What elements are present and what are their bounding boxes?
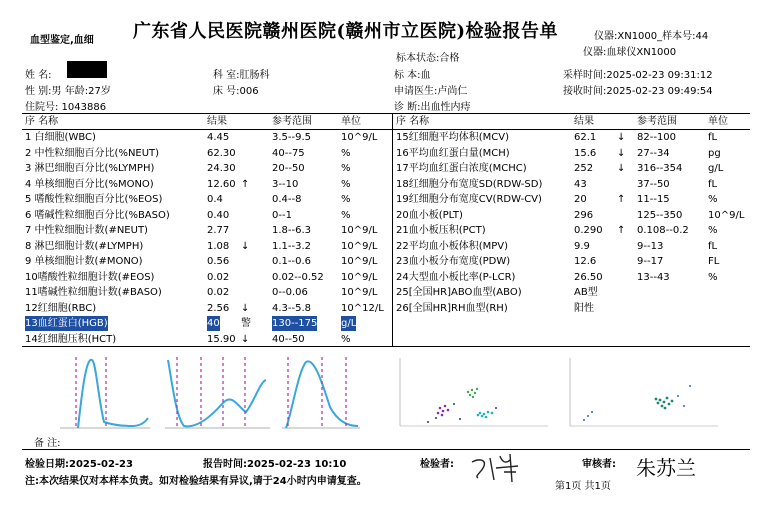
- patient-name-label: 姓 名:: [25, 70, 52, 81]
- row-unit: %: [341, 209, 351, 221]
- row-unit: %: [341, 163, 351, 174]
- row-result: 2.77: [207, 225, 230, 236]
- row-unit: pg: [708, 147, 721, 159]
- row-name: 3 淋巴细胞百分比(%LYMPH): [25, 163, 155, 174]
- row-result: 43: [574, 178, 587, 190]
- row-range: 82--100: [637, 132, 677, 143]
- row-result: 0.290: [574, 225, 603, 236]
- row-range: 3.5--9.5: [272, 132, 312, 143]
- row-range: 0.108--0.2: [637, 225, 689, 236]
- row-name: 13血红蛋白(HGB): [25, 318, 108, 329]
- row-name: 2 中性粒细胞百分比(%NEUT): [25, 147, 160, 159]
- row-name: 6 嗜碱性粒细胞百分比(%BASO): [25, 209, 170, 221]
- row-range: 0.4--8: [272, 194, 302, 205]
- row-range: 9--13: [637, 240, 664, 252]
- row-unit: 10^9/L: [341, 271, 378, 283]
- row-result: 2.56: [207, 302, 230, 314]
- row-result: 20: [574, 194, 587, 205]
- left-header-unit: 单位: [341, 116, 361, 127]
- row-range: 0--0.06: [272, 287, 308, 298]
- row-unit: %: [341, 178, 351, 190]
- row-result: 252: [574, 163, 594, 174]
- table-row: [0, 332, 762, 347]
- row-name: 24大型血小板比率(P-LCR): [396, 271, 516, 283]
- row-range: 316--354: [637, 163, 683, 174]
- remarks-label: 备 注:: [34, 438, 61, 449]
- right-header-name: 序 名称: [396, 116, 430, 127]
- row-result: 24.30: [207, 163, 236, 174]
- row-name: 1 白细胞(WBC): [25, 132, 96, 143]
- row-name: 21血小板压积(PCT): [396, 225, 486, 236]
- row-unit: 10^9/L: [341, 225, 378, 236]
- tester-signature: [466, 450, 536, 484]
- redacted-name-block: [67, 61, 107, 78]
- row-range: 1.8--6.3: [272, 225, 312, 236]
- row-flag: ↑: [617, 194, 626, 205]
- row-range: 0--1: [272, 209, 292, 221]
- table-row: [0, 301, 762, 316]
- row-result: AB型: [574, 287, 598, 298]
- table-row: [0, 270, 762, 285]
- table-row: [0, 285, 762, 300]
- report-category-tag: 血型鉴定,血细: [30, 35, 94, 46]
- row-name: 10嗜酸性粒细胞计数(#EOS): [25, 271, 155, 283]
- row-range: 3--10: [272, 178, 299, 190]
- plt-histogram: [282, 357, 360, 428]
- row-range: 0.1--0.6: [272, 256, 312, 267]
- table-row: [0, 239, 762, 254]
- row-result: 0.4: [207, 194, 223, 205]
- left-header-range: 参考范围: [272, 116, 312, 127]
- table-row: [0, 177, 762, 192]
- row-flag: ↓: [241, 302, 250, 314]
- row-range: 37--50: [637, 178, 670, 190]
- row-name: 14红细胞压积(HCT): [25, 333, 117, 345]
- row-unit: 10^9/L: [341, 132, 378, 143]
- row-flag: ↓: [617, 147, 626, 159]
- diagnosis: 诊 断:出血性内痔: [394, 102, 471, 113]
- row-name: 19红细胞分布宽度CV(RDW-CV): [396, 194, 542, 205]
- table-row: [0, 161, 762, 176]
- row-name: 25[全国HR]ABO血型(ABO): [396, 287, 522, 298]
- row-unit: g/L: [708, 163, 724, 174]
- wbc-histogram: [60, 357, 150, 428]
- row-result: 40: [207, 318, 220, 329]
- row-name: 18红细胞分布宽度SD(RDW-SD): [396, 178, 543, 190]
- table-row: [0, 223, 762, 238]
- row-unit: %: [708, 194, 718, 205]
- test-date: 检验日期:2025-02-23: [25, 459, 133, 470]
- row-range: 40--50: [272, 333, 305, 345]
- rbc-histogram: [165, 357, 270, 428]
- footer-top-rule: [22, 449, 750, 450]
- row-result: 0.02: [207, 271, 230, 283]
- row-flag: 警: [241, 318, 251, 329]
- row-result: 阳性: [574, 302, 594, 314]
- row-result: 296: [574, 209, 594, 221]
- reviewer-signature: 朱苏兰: [636, 456, 696, 480]
- row-result: 1.08: [207, 240, 230, 252]
- bed-number: 床 号:006: [213, 86, 259, 97]
- row-name: 12红细胞(RBC): [25, 302, 97, 314]
- left-header-result: 结果: [207, 116, 227, 127]
- row-name: 5 嗜酸性粒细胞百分比(%EOS): [25, 194, 163, 205]
- row-result: 12.6: [574, 256, 597, 267]
- row-name: 9 单核细胞计数(#MONO): [25, 256, 143, 267]
- specimen: 标 本:血: [394, 70, 431, 81]
- row-name: 17平均血红蛋白浓度(MCHC): [396, 163, 527, 174]
- plt-scatter-plot: [568, 356, 720, 428]
- patient-gender-age: 性 别:男 年龄:27岁: [25, 86, 111, 97]
- row-range: 20--50: [272, 163, 305, 174]
- right-header-result: 结果: [574, 116, 594, 127]
- collect-time: 采样时间:2025-02-23 09:31:12: [563, 70, 713, 81]
- histogram-area: [60, 352, 360, 432]
- left-header-name: 序 名称: [25, 116, 59, 127]
- row-unit: 10^12/L: [341, 302, 384, 314]
- diff-scatter-plot: [398, 356, 550, 428]
- sample-status: 标本状态:合格: [396, 53, 460, 64]
- row-name: 8 淋巴细胞计数(#LYMPH): [25, 240, 144, 252]
- row-result: 12.60: [207, 178, 236, 190]
- right-header-range: 参考范围: [637, 116, 677, 127]
- row-flag: ↓: [241, 240, 250, 252]
- instrument-name: 仪器:血球仪XN1000: [583, 47, 677, 58]
- row-range: 40--75: [272, 147, 305, 159]
- row-range: 27--34: [637, 147, 670, 159]
- row-result: 4.45: [207, 132, 230, 143]
- row-unit: %: [708, 225, 718, 236]
- row-unit: g/L: [341, 318, 357, 329]
- table-row: [0, 208, 762, 223]
- report-title: 广东省人民医院赣州医院(赣州市立医院)检验报告单: [133, 21, 559, 42]
- row-flag: ↑: [241, 178, 250, 190]
- row-unit: fL: [708, 132, 718, 143]
- row-unit: 10^9/L: [341, 256, 378, 267]
- row-range: 0.02--0.52: [272, 271, 324, 283]
- row-result: 26.50: [574, 271, 603, 283]
- row-result: 0.40: [207, 209, 230, 221]
- page-number: 第1页 共1页: [555, 481, 611, 492]
- row-unit: %: [708, 271, 718, 283]
- row-unit: 10^9/L: [341, 287, 378, 298]
- row-unit: %: [341, 194, 351, 205]
- row-flag: ↓: [617, 132, 626, 143]
- row-flag: ↓: [617, 163, 626, 174]
- table-row: [0, 316, 762, 331]
- table-row: [0, 192, 762, 207]
- row-name: 22平均血小板体积(MPV): [396, 240, 509, 252]
- row-unit: 10^9/L: [708, 209, 745, 221]
- right-header-unit: 单位: [708, 116, 728, 127]
- row-flag: ↑: [617, 225, 626, 236]
- row-flag: ↓: [241, 333, 250, 345]
- row-name: 7 中性粒细胞计数(#NEUT): [25, 225, 148, 236]
- row-range: 9--17: [637, 256, 664, 267]
- row-name: 20血小板(PLT): [396, 209, 463, 221]
- row-result: 15.90: [207, 333, 236, 345]
- row-unit: fL: [708, 240, 718, 252]
- row-name: 23血小板分布宽度(PDW): [396, 256, 511, 267]
- row-range: 13--43: [637, 271, 670, 283]
- row-unit: fL: [708, 178, 718, 190]
- row-result: 62.1: [574, 132, 597, 143]
- table-row: [0, 130, 762, 145]
- row-result: 9.9: [574, 240, 590, 252]
- right-table-header: [0, 114, 762, 129]
- instrument-sample-no: 仪器:XN1000_样本号:44: [594, 31, 709, 42]
- report-disclaimer: 注:本次结果仅对本样本负责。如对检验结果有异议,请于24小时内申请复查。: [25, 476, 367, 487]
- row-name: 26[全国HR]RH血型(RH): [396, 302, 508, 314]
- row-range: 11--15: [637, 194, 670, 205]
- report-time: 报告时间:2025-02-23 10:10: [203, 459, 347, 470]
- row-name: 15红细胞平均体积(MCV): [396, 132, 509, 143]
- row-range: 125--350: [637, 209, 683, 221]
- row-result: 0.02: [207, 287, 230, 298]
- row-name: 16平均血红蛋白量(MCH): [396, 147, 510, 159]
- row-name: 11嗜碱性粒细胞计数(#BASO): [25, 287, 162, 298]
- department: 科 室:肛肠科: [213, 70, 270, 81]
- row-result: 62.30: [207, 147, 236, 159]
- requesting-doctor: 申请医生:卢尚仁: [394, 86, 468, 97]
- table-row: [0, 146, 762, 161]
- row-result: 0.56: [207, 256, 230, 267]
- row-result: 15.6: [574, 147, 597, 159]
- admission-number: 住院号: 1043886: [25, 102, 107, 113]
- row-unit: %: [341, 147, 351, 159]
- row-name: 4 单核细胞百分比(%MONO): [25, 178, 154, 190]
- row-range: 130--175: [272, 318, 318, 329]
- receive-time: 接收时间:2025-02-23 09:49:54: [563, 86, 713, 97]
- reviewer-label: 审核者:: [582, 459, 616, 470]
- row-unit: %: [341, 333, 351, 345]
- row-range: 4.3--5.8: [272, 302, 312, 314]
- row-range: 1.1--3.2: [272, 240, 312, 252]
- table-row: [0, 254, 762, 269]
- row-unit: FL: [708, 256, 720, 267]
- row-unit: 10^9/L: [341, 240, 378, 252]
- tester-label: 检验者:: [420, 459, 454, 470]
